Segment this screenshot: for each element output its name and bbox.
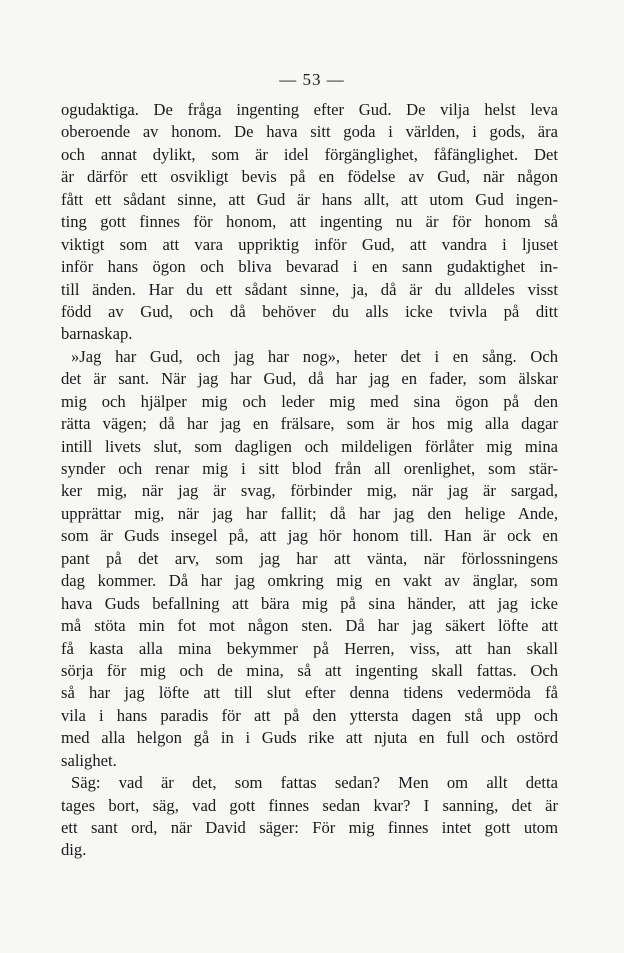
text-line: till änden. Har du ett sådant sinne, ja, då är du alldeles visst [61,279,558,299]
text-line: oberoende av honom. De hava sitt goda i världen, i gods, ära [61,122,558,142]
text-line: fått ett sådant sinne, att Gud är hans allt, att utom Gud ingen- [61,189,558,209]
text-line: ogudaktiga. De fråga ingenting efter Gud. De vilja helst leva [61,100,558,119]
text-line: hava Guds befallning att bära mig på sina händer, att jag icke [61,593,558,613]
text-line: »Jag har Gud, och jag har nog», heter det i en sång. Och [71,346,558,366]
text-line: vila i hans paradis för att på den yttersta dagen stå upp och [61,705,558,725]
text-line: född av Gud, och då behöver du alls icke tvivla på ditt [61,301,558,321]
text-line: är därför ett osvikligt bevis på en födelse av Gud, när någon [61,167,558,187]
body-text [61,99,558,862]
text-line: ett sant ord, när David säger: För mig finnes intet gott utom [61,818,558,837]
text-line: salighet. [61,750,117,770]
text-line: Säg: vad är det, som fattas sedan? Men om allt detta [71,773,558,793]
text-line: viktigt som att vara uppriktig inför Gud, att vandra i ljuset [61,234,558,254]
page-number: — 53 — [279,70,345,89]
text-line: dig. [61,840,87,860]
text-line: det är sant. När jag har Gud, då har jag en fader, som älskar [61,369,558,389]
text-line: upprättar mig, när jag har fallit; då har jag den helige Ande, [61,503,558,523]
text-line: ker mig, när jag är svag, förbinder mig, när jag är sargad, [61,481,558,501]
text-line: som är Guds insegel på, att jag hör honom till. Han är ock en [61,526,558,546]
text-line: rätta vägen; då har jag en frälsare, som är hos mig alla dagar [61,414,558,434]
text-line: och annat dylikt, som är idel förgänglighet, fåfänglighet. Det [61,144,558,164]
text-line: med alla helgon gå in i Guds rike att njuta en full och ostörd [61,728,558,748]
text-line: dag kommer. Då har jag omkring mig en vakt av änglar, som [61,571,558,591]
text-line: må stöta min fot mot någon sten. Då har jag säkert löfte att [61,616,558,636]
text-line: barnaskap. [61,324,133,344]
text-line: pant på det arv, som jag har att vänta, när förlossningens [61,548,558,568]
text-line: så har jag löfte att till slut efter denna tidens vedermöda få [61,683,558,703]
text-line: mig och hjälper mig och leder mig med sina ögon på den [61,391,558,411]
text-line: sörja för mig och de mina, så att ingenting skall fattas. Och [61,660,558,680]
text-line: synder och renar mig i sitt blod från all orenlighet, som stär- [61,459,558,478]
text-line: tages bort, säg, vad gott finnes sedan kvar? I sanning, det är [61,795,558,815]
text-line: få kasta alla mina bekymmer på Herren, viss, att han skall [61,638,558,658]
text-line: intill livets slut, som dagligen och mildeligen förlåter mig mina [61,436,558,456]
text-line: inför hans ögon och bliva bevarad i en sann gudaktighet in- [61,257,558,277]
text-line: ting gott finnes för honom, att ingenting nu är för honom så [61,212,558,232]
